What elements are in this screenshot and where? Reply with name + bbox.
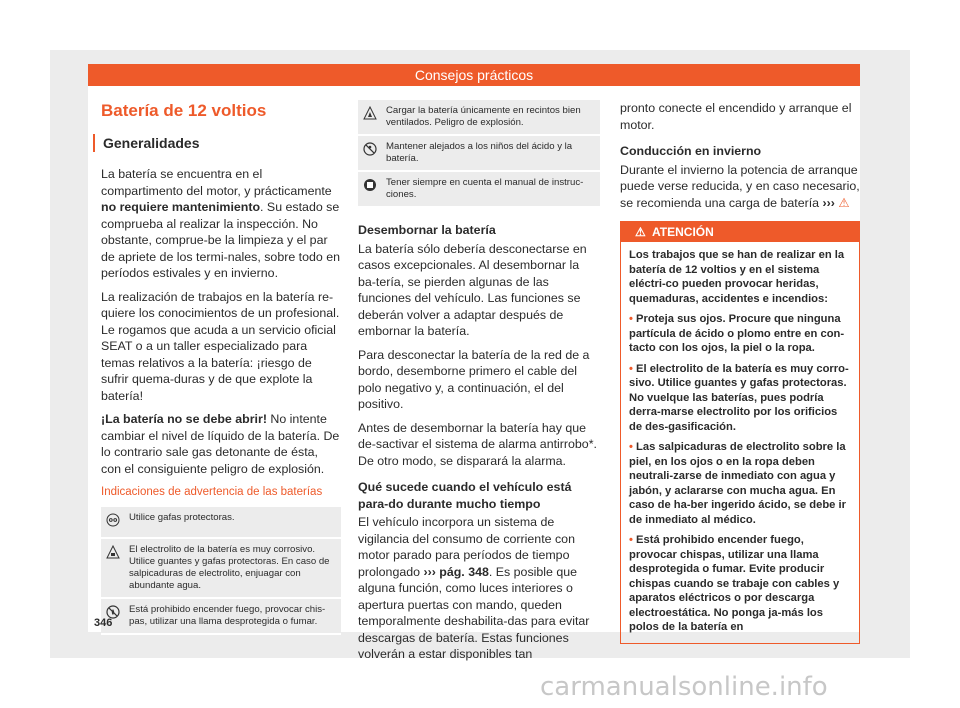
table-row [358,135,600,171]
warning-item [629,533,853,635]
warning-item [629,362,853,435]
section-heading: Qué sucede cuando el vehículo está para-do durante mucho tiempo [358,480,572,511]
eye-protection-icon [101,507,125,538]
warning-header [621,222,859,242]
paragraph: Antes de desembornar la batería hay que de-sactivar el sistema de alarma antirrobo*. De otro modo, se disparará la alarma. [358,420,597,468]
page-number: 346 [94,617,113,629]
warning-table-continued [358,100,600,208]
text: No intente cambiar el nivel de líquido de la batería. De lo contrario sale gas detonante de ésta, con el consiguiente peligro de explosión. [101,412,340,476]
section-heading: Desembornar la batería [358,223,496,237]
paragraph: La batería sólo debería desconectarse en casos excepcionales. Al desembornar la ba-tería, se pierden algunas de las funciones del vehículo. Las funciones se deberán volver a adaptar después de embornar la batería. [358,241,587,338]
warning-item [629,440,853,527]
paragraph [101,166,341,282]
table-row [101,538,341,598]
page-reference-link[interactable]: ››› pág. 348 [423,564,489,579]
text: . Su estado se comprueba al realizar la inspección. No obstante, comprue-be la limpieza y el par de apriete de los termi-nales, sobre todo en períodos estivales y en invierno. [101,200,341,280]
table-cell: Mantener alejados a los niños del ácido y la batería. [382,135,600,171]
paragraph: Para desconectar la batería de la red de a bordo, desemborne primero el cable del polo negativo y, a continuación, el del positivo. [358,347,590,411]
text: Las salpicaduras de electrolito sobre la piel, en los ojos o en la ropa deben neutrali-zarse de inmediato con agua y jabón, y aclararse con mucha agua. En caso de ha-ber ingerido ácido, se debe ir de inmediato al médico. [629,441,846,526]
bullet-icon: • [629,441,633,453]
warning-icon: ⚠ [635,225,646,239]
explosion-icon [358,100,382,135]
warning-intro: Los trabajos que se han de realizar en la batería de 12 voltios y en el sistema eléctri-co pueden provocar heridas, quemaduras, accidentes e incendios: [629,249,845,305]
text: La batería se encuentra en el compartimento del motor, y prácticamente [101,167,332,198]
bullet-icon: • [629,534,633,546]
table-cell: Utilice gafas protectoras. [125,507,341,538]
column-3 [620,100,860,644]
table-cell: Tener siempre en cuenta el manual de instruc-ciones. [382,171,600,207]
text: . Es posible que alguna función, como luces interiores o apertura puertas con mando, queden temporalmente deshabilita-das para evitar descargas de batería. Estas funciones volverán a estar disponibles tan [358,564,590,661]
bullet-icon: • [629,362,633,375]
text: Durante el invierno la potencia de arranque puede verse reducida, y en caso necesario, se recomienda una carga de batería [620,162,860,210]
section-subtitle: Generalidades [93,134,341,152]
text: El vehículo incorpora un sistema de vigilancia del consumo de corriente con motor parado para períodos de tiempo prolongado [358,515,575,579]
table-cell: Está prohibido encender fuego, provocar chis-pas, utilizar una llama desprotegida o fumar. [125,598,341,634]
warning-triangle-icon: ⚠ [838,195,850,210]
table-row [358,171,600,207]
paragraph: La realización de trabajos en la batería re-quiere los conocimientos de un profesional. Le rogamos que acuda a un servicio oficial SEAT o a un taller especializado para temas relativos a la batería: ¡riesgo de sufrir quema-duras y de que explote la batería! [101,289,340,403]
table-row [101,598,341,634]
warning-title: ATENCIÓN [652,225,714,239]
paragraph [620,162,860,212]
text: Proteja sus ojos. Procure que ninguna partícula de ácido o plomo entre en con-tacto con los ojos, la piel o la ropa. [629,313,845,354]
column-1 [101,100,341,635]
paragraph [101,411,341,477]
warning-box [620,221,860,644]
bullet-icon: • [629,313,633,325]
table-cell: El electrolito de la batería es muy corrosivo. Utilice guantes y gafas protectoras. En caso de salpicaduras de electrolito, enjuagar con abundante agua. [125,538,341,598]
warning-reference-link[interactable]: ››› [822,195,835,210]
bold-text: no requiere mantenimiento [101,200,261,214]
page-title: Batería de 12 voltios [101,101,267,120]
paragraph: pronto conecte el encendido y arranque el motor. [620,101,852,132]
table-title: Indicaciones de advertencia de las baterías [101,486,323,498]
section-header: Consejos prácticos [88,64,860,86]
table-row [101,507,341,538]
no-children-icon [358,135,382,171]
table-cell: Cargar la batería únicamente en recintos bien ventilados. Peligro de explosión. [382,100,600,135]
table-row [358,100,600,135]
warning-item [629,312,853,356]
text: El electrolito de la batería es muy corro-sivo. Utilice guantes y gafas protectoras. No vuelque las baterías, pues podría derra-marse electrolito por los orificios de des-gasificación. [629,362,849,433]
column-2 [358,100,600,670]
paragraph [358,514,600,663]
manual-icon [358,171,382,207]
warning-table [101,507,341,635]
section-heading: Conducción en invierno [620,144,762,158]
warning-body [621,242,859,643]
text: Está prohibido encender fuego, provocar chispas, utilizar una llama desprotegida o fumar. Evite producir chispas cuando se trabaje con cables y aparatos eléctricos o por descarga electroestática. No ponga ja-más los polos de la batería en [629,534,840,633]
bold-text: ¡La batería no se debe abrir! [101,412,267,426]
corrosive-icon [101,538,125,598]
watermark: carmanualsonline.info [540,672,828,702]
